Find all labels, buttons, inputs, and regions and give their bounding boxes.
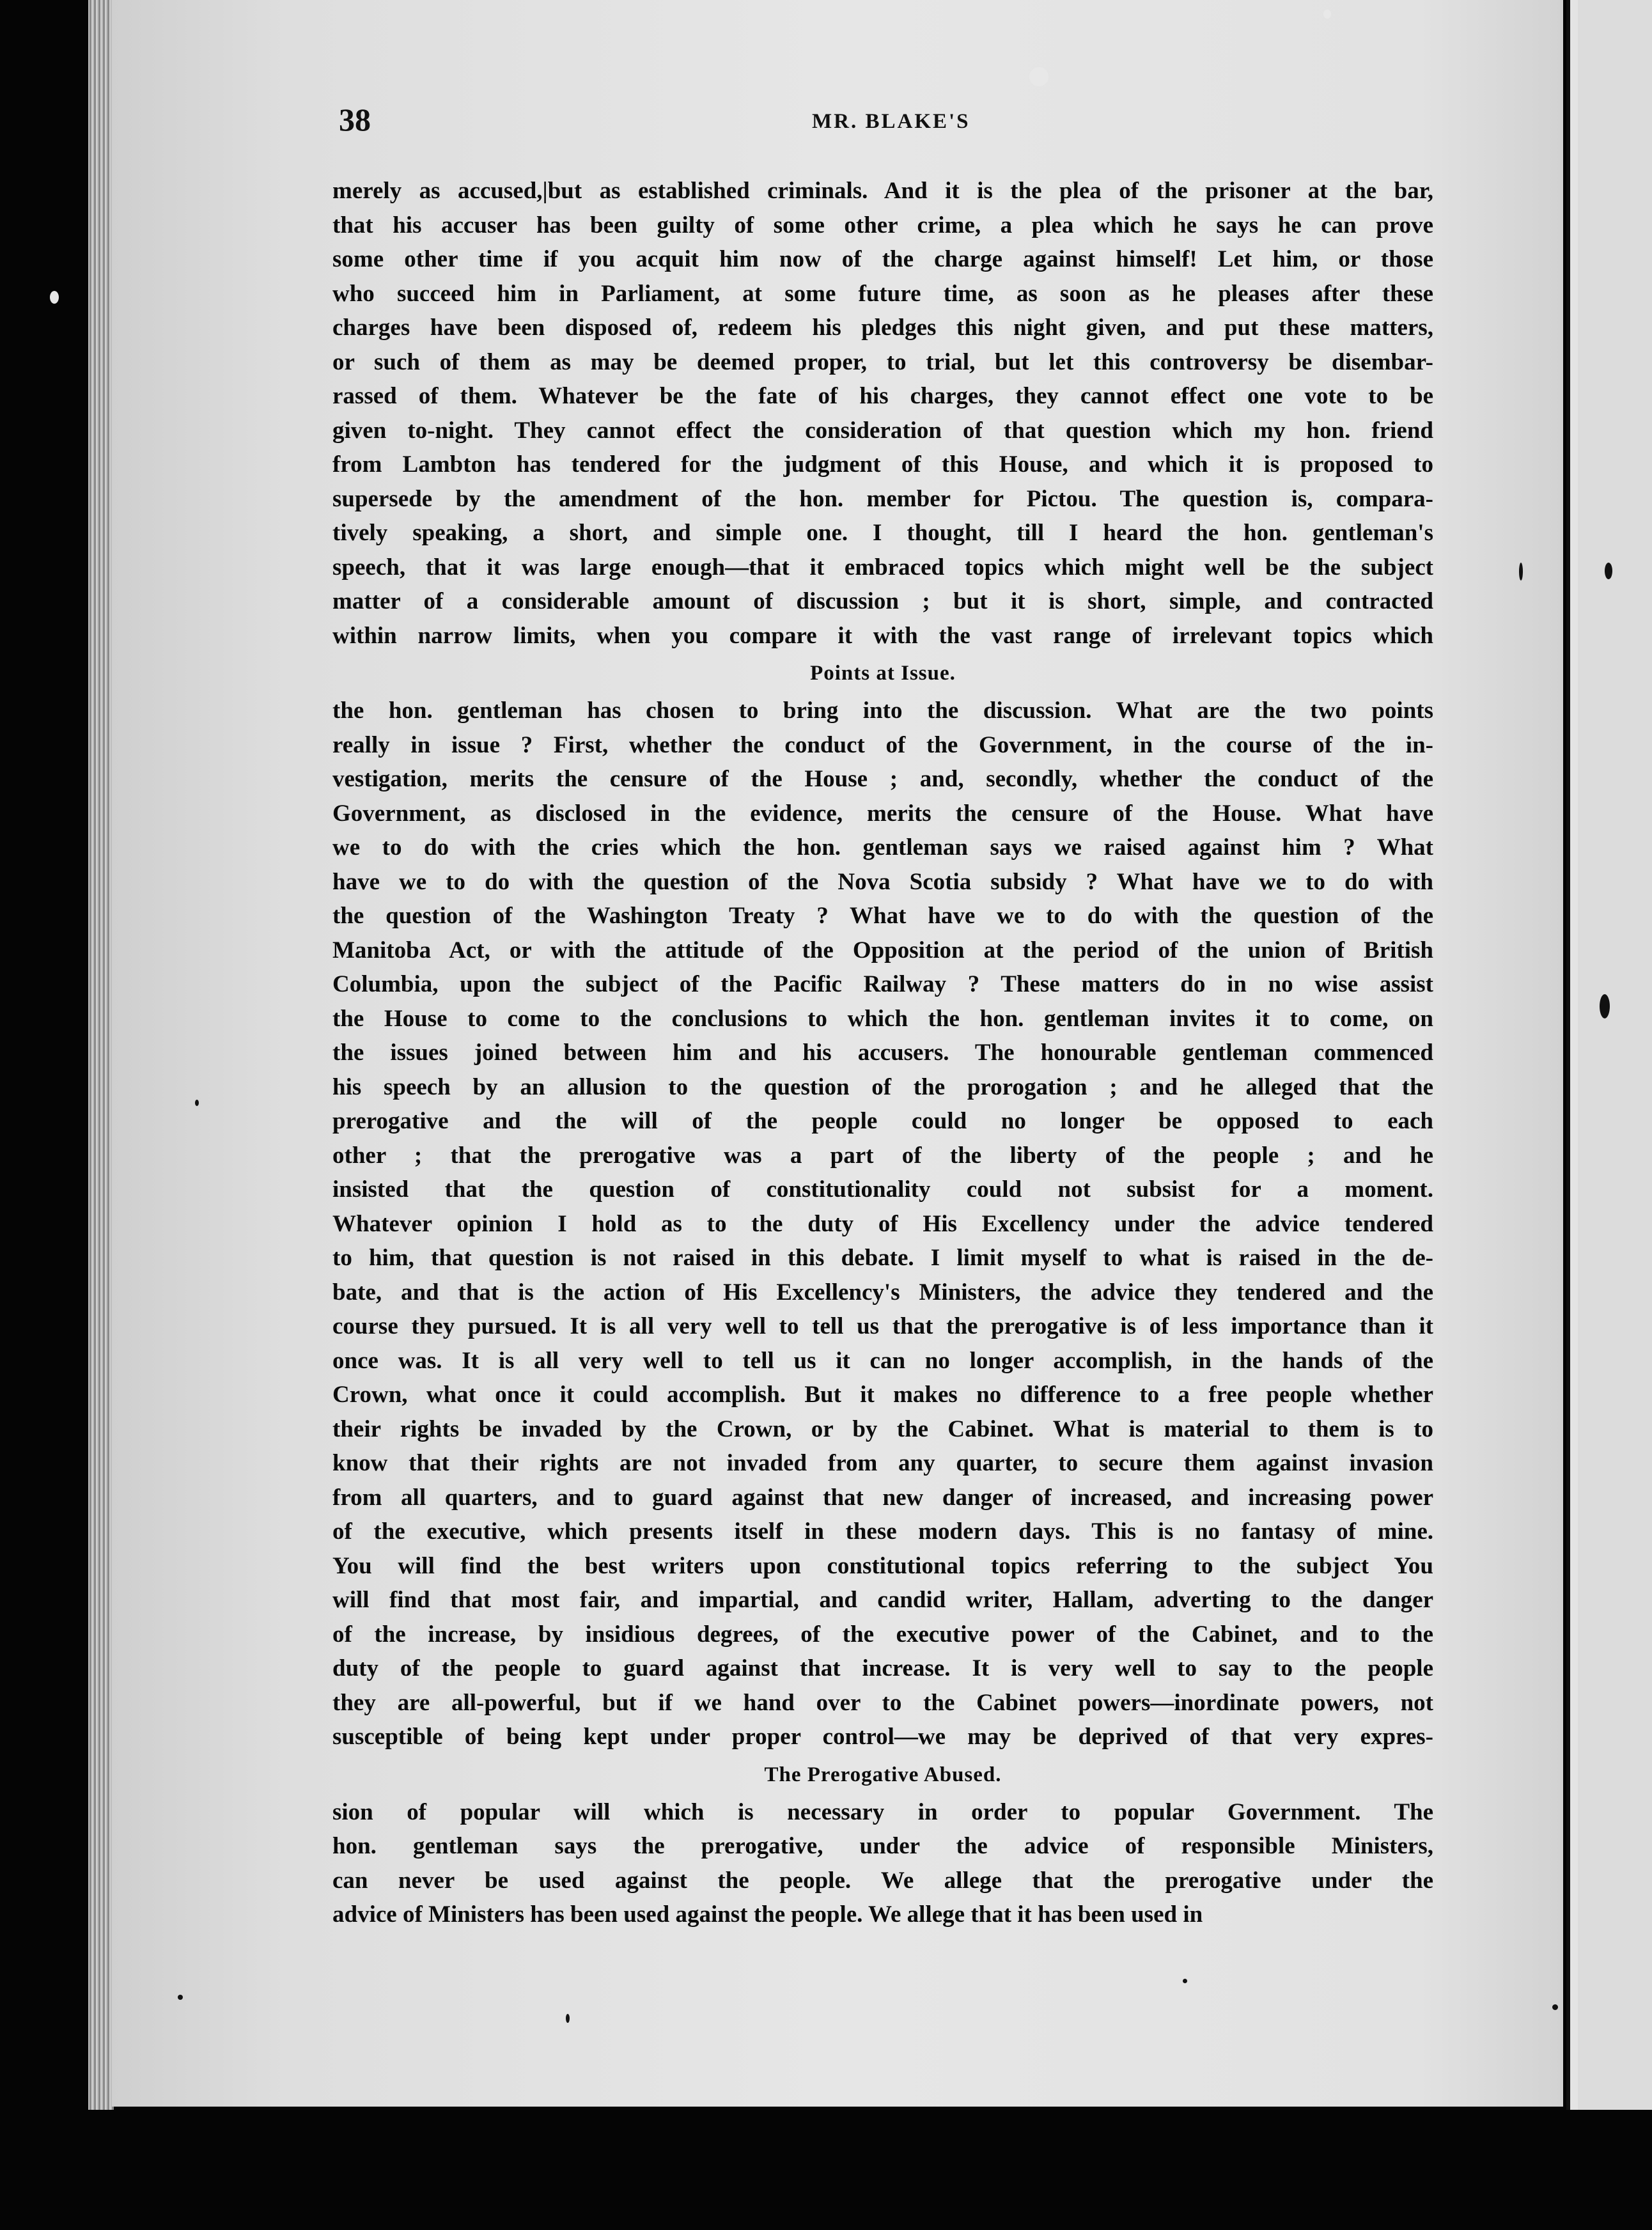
text-line: we to do with the cries which the hon. gentleman says we raised against him ? What (332, 834, 1433, 861)
text-line: prerogative and the will of the people could no longer be opposed to each (332, 1108, 1433, 1134)
scan-speck (1552, 2004, 1558, 2010)
text-line: sion of popular will which is necessary in order to popular Government. The (332, 1798, 1433, 1825)
text-line: other ; that the prerogative was a part of the liberty of the people ; and he (332, 1142, 1433, 1169)
text-line: from Lambton has tendered for the judgment of this House, and which it is proposed to (332, 451, 1433, 478)
paragraph-block-3 (332, 1795, 1433, 1932)
text-line: tively speaking, a short, and simple one. I thought, till I heard the hon. gentleman's (332, 520, 1433, 546)
text-line: hon. gentleman says the prerogative, under the advice of responsible Ministers, (332, 1833, 1433, 1859)
scan-speck (50, 291, 59, 304)
text-line: Manitoba Act, or with the attitude of the Opposition at the period of the union of British (332, 937, 1433, 963)
text-line: from all quarters, and to guard against that new danger of increased, and increasing power (332, 1484, 1433, 1511)
text-line: Government, as disclosed in the evidence, merits the censure of the House. What have (332, 800, 1433, 827)
running-head: MR. BLAKE'S (812, 110, 970, 133)
text-line: of the executive, which presents itself in these modern days. This is no fantasy of mine. (332, 1518, 1433, 1545)
paragraph-block-2 (332, 694, 1433, 1754)
text-line: will find that most fair, and impartial, and candid writer, Hallam, adverting to the danger (332, 1587, 1433, 1613)
text-line: Whatever opinion I hold as to the duty of His Excellency under the advice tendered (332, 1210, 1433, 1237)
text-line: course they pursued. It is all very well to tell us that the prerogative is of less importance than it (332, 1313, 1433, 1339)
text-line: Columbia, upon the subject of the Pacific Railway ? These matters do in no wise assist (332, 971, 1433, 997)
scan-speck (1605, 563, 1612, 579)
text-line: merely as accused,|but as established criminals. And it is the plea of the prisoner at the bar, (332, 178, 1433, 204)
page-number: 38 (339, 102, 371, 137)
text-line: or such of them as may be deemed proper, to trial, but let this controversy be disembar- (332, 348, 1433, 375)
text-line: who succeed him in Parliament, at some future time, as soon as he pleases after these (332, 280, 1433, 307)
scan-speck (178, 1995, 183, 2000)
scan-speck (1600, 994, 1610, 1018)
text-line: supersede by the amendment of the hon. member for Pictou. The question is, compara- (332, 485, 1433, 512)
text-line: bate, and that is the action of His Excellency's Ministers, the advice they tendered and the (332, 1279, 1433, 1306)
text-line: duty of the people to guard against that increase. It is very well to say to the people (332, 1655, 1433, 1681)
section-heading-prerogative-abused: The Prerogative Abused. (764, 1763, 1002, 1786)
text-line: susceptible of being kept under proper control—we may be deprived of that very expres- (332, 1724, 1433, 1750)
text-line: advice of Ministers has been used against the people. We allege that it has been used in (332, 1901, 1203, 1928)
scan-speck (1183, 1979, 1187, 1983)
paragraph-block-1 (332, 174, 1433, 653)
text-line: once was. It is all very well to tell us it can no longer accomplish, in the hands of the (332, 1347, 1433, 1374)
scan-speck (566, 2014, 570, 2023)
section-heading-points-at-issue: Points at Issue. (810, 662, 956, 685)
text-line: some other time if you acquit him now of the charge against himself! Let him, or those (332, 246, 1433, 272)
text-line: his speech by an allusion to the question of the prorogation ; and he alleged that the (332, 1073, 1433, 1100)
text-line: the question of the Washington Treaty ? What have we to do with the question of the (332, 903, 1433, 929)
text-line: the House to come to the conclusions to which the hon. gentleman invites it to come, on (332, 1005, 1433, 1032)
scan-speck (1029, 67, 1048, 86)
scan-speck (195, 1100, 199, 1106)
text-line: they are all-powerful, but if we hand over to the Cabinet powers—inordinate powers, not (332, 1689, 1433, 1716)
text-line: can never be used against the people. We allege that the prerogative under the (332, 1867, 1433, 1894)
text-line: within narrow limits, when you compare it with the vast range of irrelevant topics which (332, 622, 1433, 649)
text-line: really in issue ? First, whether the conduct of the Government, in the course of the in- (332, 731, 1433, 758)
text-line: vestigation, merits the censure of the House ; and, secondly, whether the conduct of the (332, 766, 1433, 792)
text-line: that his accuser has been guilty of some other crime, a plea which he says he can prove (332, 212, 1433, 238)
text-line: of the increase, by insidious degrees, of the executive power of the Cabinet, and to the (332, 1621, 1433, 1648)
facing-page-edge (1578, 0, 1652, 2110)
text-line: Crown, what once it could accomplish. But it makes no difference to a free people whether (332, 1382, 1433, 1408)
text-line: insisted that the question of constitutionality could not subsist for a moment. (332, 1176, 1433, 1203)
text-line: the issues joined between him and his accusers. The honourable gentleman commenced (332, 1040, 1433, 1066)
text-line: rassed of them. Whatever be the fate of his charges, they cannot effect one vote to be (332, 383, 1433, 409)
text-line: the hon. gentleman has chosen to bring into the discussion. What are the two points (332, 698, 1433, 724)
text-line: You will find the best writers upon constitutional topics referring to the subject You (332, 1552, 1433, 1579)
text-line: to him, that question is not raised in this debate. I limit myself to what is raised in the de- (332, 1245, 1433, 1271)
text-line: charges have been disposed of, redeem his pledges this night given, and put these matters, (332, 315, 1433, 341)
body-text (332, 174, 1433, 1932)
text-line: given to-night. They cannot effect the consideration of that question which my hon. friend (332, 417, 1433, 444)
scan-speck (1519, 563, 1523, 581)
page-edges (88, 0, 114, 2110)
text-line: their rights be invaded by the Crown, or by the Cabinet. What is material to them is to (332, 1415, 1433, 1442)
page-header (339, 101, 1432, 146)
text-line: have we to do with the question of the Nova Scotia subsidy ? What have we to do with (332, 868, 1433, 895)
scan-speck (1323, 10, 1331, 19)
text-line: speech, that it was large enough—that it embraced topics which might well be the subject (332, 554, 1433, 581)
text-line: matter of a considerable amount of discussion ; but it is short, simple, and contracted (332, 588, 1433, 614)
text-line: know that their rights are not invaded from any quarter, to secure them against invasion (332, 1450, 1433, 1476)
